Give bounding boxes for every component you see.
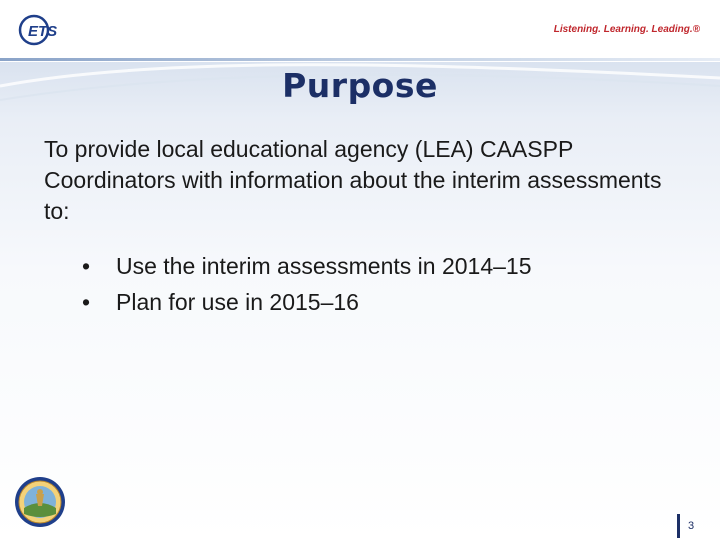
bullet-text: Plan for use in 2015–16 [116, 289, 359, 315]
tagline: Listening. Learning. Leading.® [553, 24, 700, 35]
slide-body-text: To provide local educational agency (LEA) CAASPP Coordinators with information about the interim assessments to: [44, 136, 662, 224]
list-item [80, 248, 532, 284]
header-rule [0, 58, 720, 61]
bullet-icon: • [82, 289, 91, 315]
page-number: 3 [688, 520, 695, 532]
bullet-list [80, 248, 532, 320]
ets-logo [18, 14, 66, 46]
slide-title: Purpose [282, 66, 438, 105]
bullet-text: Use the interim assessments in 2014–15 [116, 253, 532, 279]
page-number-rule [677, 514, 680, 538]
list-item [80, 284, 532, 320]
ets-logo-text: ETS [28, 23, 58, 40]
bullet-icon: • [82, 253, 91, 279]
state-seal-icon [14, 476, 66, 528]
